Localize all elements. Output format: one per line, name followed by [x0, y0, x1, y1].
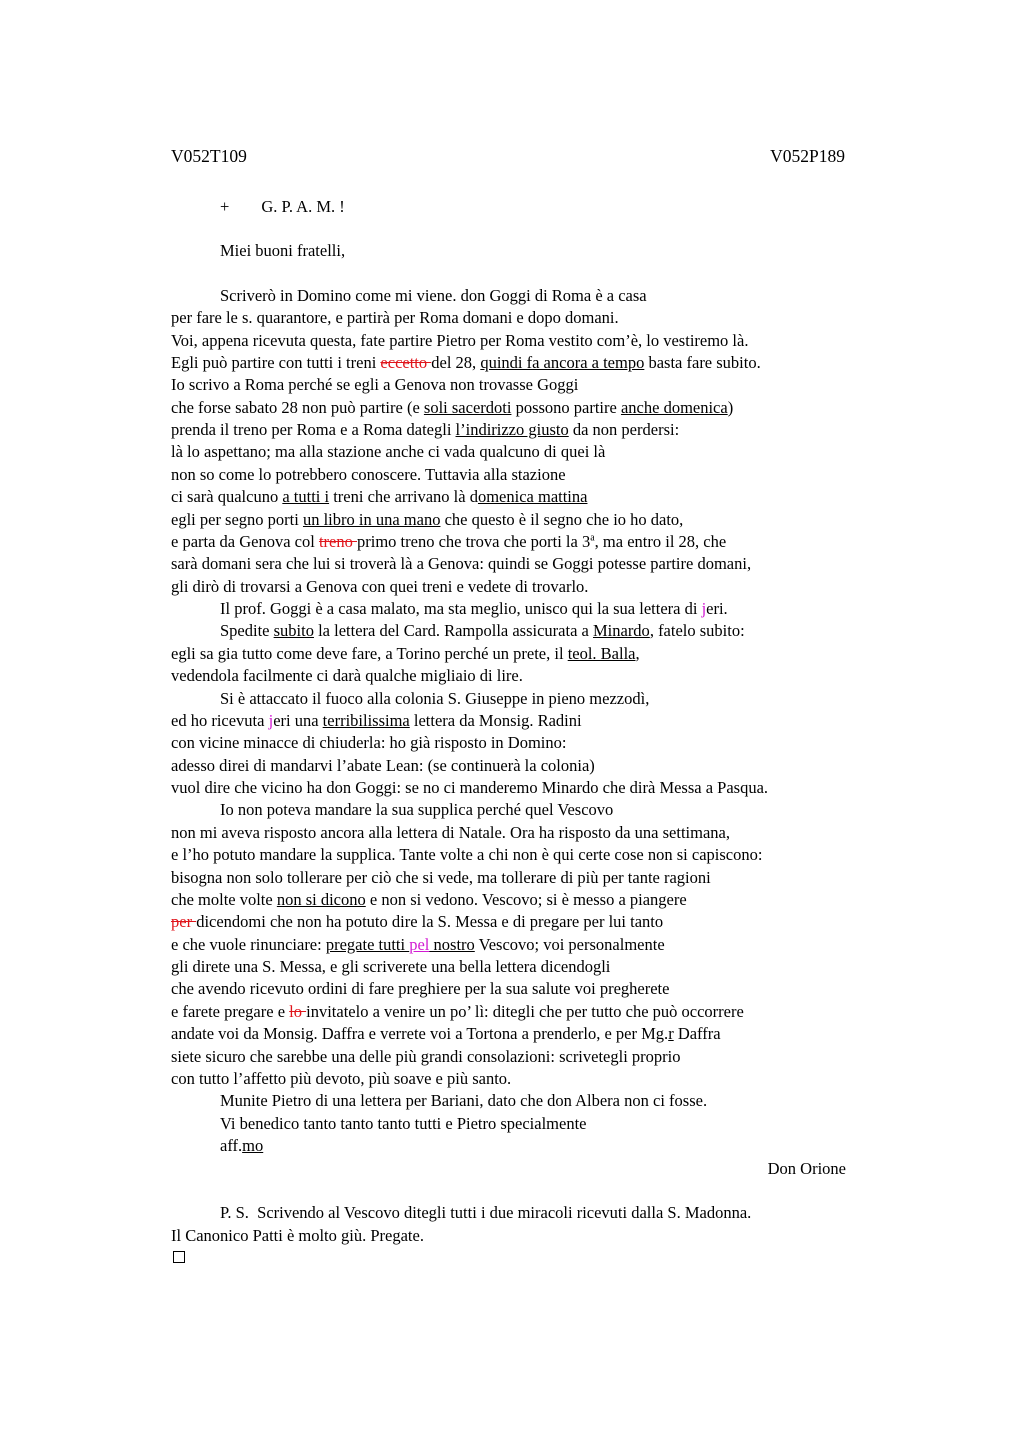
underlined-text: un libro in una mano — [302, 510, 441, 529]
underlined-text: quindi fa ancora a tempo — [480, 353, 645, 372]
text-line: per dicendomi che non ha potuto dire la S. Messa e di pregare per lui tanto — [171, 912, 664, 931]
text-line: che molte volte non si dicono e non si vedono. Vescovo; si è messo a piangere — [171, 890, 687, 909]
text-line: là lo aspettano; ma alla stazione anche ci vada qualcuno di quei là — [171, 442, 606, 461]
text-line: Io scrivo a Roma perché se egli a Genova non trovasse Goggi — [171, 375, 579, 394]
underlined-text: soli sacerdoti — [423, 398, 512, 417]
underlined-text: anche domenica — [620, 398, 728, 417]
text-line: Io non poteva mandare la sua supplica perché quel Vescovo — [220, 800, 614, 819]
text-line: bisogna non solo tollerare per ciò che si vede, ma tollerare di più per tante ragioni — [171, 868, 711, 887]
text-line: vuol dire che vicino ha don Goggi: se no ci manderemo Minardo che dirà Messa a Pasqua. — [171, 778, 769, 797]
underlined-text: non si dicono — [276, 890, 366, 909]
underlined-text: a tutti i — [282, 487, 330, 506]
underlined-text: pregate tutti — [325, 935, 410, 954]
text-line: gli dirò di trovarsi a Genova con quei treni e vedete di trovarlo. — [171, 577, 589, 596]
text-line: per fare le s. quarantore, e partirà per Roma domani e dopo domani. — [171, 308, 619, 327]
underlined-text: omenica mattina — [477, 487, 588, 506]
text-line: con vicine minacce di chiuderla: ho già risposto in Domino: — [171, 733, 567, 752]
text-line: gli direte una S. Messa, e gli scriverete una bella lettera dicendogli — [171, 957, 611, 976]
underlined-text: nostro — [429, 935, 475, 954]
text-line: Voi, appena ricevuta questa, fate partire Pietro per Roma vestito com’è, lo vestiremo là. — [171, 331, 749, 350]
text-line: con tutto l’affetto più devoto, più soave e più santo. — [171, 1069, 512, 1088]
correction-letter: j — [268, 711, 274, 730]
postscript-line: P. S. Scrivendo al Vescovo ditegli tutti i due miracoli ricevuti dalla S. Madonna. — [220, 1203, 752, 1222]
text-line: sarà domani sera che lui si troverà là a Genova: quindi se Goggi potesse partire domani, — [171, 554, 752, 573]
text-line: Scriverò in Domino come mi viene. don Goggi di Roma è a casa — [220, 286, 647, 305]
text-line: Vi benedico tanto tanto tanto tutti e Pietro specialmente — [220, 1114, 587, 1133]
end-marker-box — [173, 1251, 185, 1263]
closing: aff.mo — [220, 1136, 264, 1155]
underlined-text: subito — [273, 621, 314, 640]
text-line: Il prof. Goggi è a casa malato, ma sta meglio, unisco qui la sua lettera di jeri. — [220, 599, 728, 618]
correction-letter: j — [701, 599, 707, 618]
underlined-text: l’indirizzo giusto — [455, 420, 569, 439]
deleted-word: per — [171, 912, 197, 931]
text-line: non mi aveva risposto ancora alla lettera di Natale. Ora ha risposto da una settimana, — [171, 823, 730, 842]
text-line: e l’ho potuto mandare la supplica. Tante volte a chi non è qui certe cose non si capiscono: — [171, 845, 763, 864]
text-line: siete sicuro che sarebbe una delle più grandi consolazioni: scrivetegli proprio — [171, 1047, 681, 1066]
correction-word: pel — [409, 935, 430, 954]
text-line: vedendola facilmente ci darà qualche migliaio di lire. — [171, 666, 523, 685]
underlined-text: Minardo — [592, 621, 650, 640]
text-line: adesso direi di mandarvi l’abate Lean: (se continuerà la colonia) — [171, 756, 595, 775]
deleted-word: treno — [318, 532, 357, 551]
text-line: che avendo ricevuto ordini di fare preghiere per la sua salute voi pregherete — [171, 979, 670, 998]
text-line: egli per segno porti un libro in una mano che questo è il segno che io ho dato, — [171, 510, 684, 529]
motto: G. P. A. M. ! — [261, 197, 345, 216]
text-line: ed ho ricevuta jeri una terribilissima lettera da Monsig. Radini — [171, 711, 582, 730]
text-line: Munite Pietro di una lettera per Bariani, dato che don Albera non ci fosse. — [220, 1091, 708, 1110]
text-line: e che vuole rinunciare: pregate tutti pel nostro Vescovo; voi personalmente — [171, 935, 665, 954]
text-line: ci sarà qualcuno a tutti i treni che arrivano là domenica mattina — [171, 487, 588, 506]
text-line: Spedite subito la lettera del Card. Rampolla assicurata a Minardo, fatelo subito: — [220, 621, 745, 640]
text-line: prenda il treno per Roma e a Roma dategli l’indirizzo giusto da non perdersi: — [171, 420, 680, 439]
text-line: andate voi da Monsig. Daffra e verrete voi a Tortona a prenderlo, e per Mg.r Daffra — [171, 1024, 721, 1043]
underlined-text: terribilissima — [322, 711, 410, 730]
signature: Don Orione — [767, 1159, 846, 1178]
header-left-code: V052T109 — [171, 146, 247, 166]
text-line: che forse sabato 28 non può partire (e soli sacerdoti possono partire anche domenica) — [171, 398, 734, 417]
cross-symbol: + — [220, 197, 230, 216]
text-line: Si è attaccato il fuoco alla colonia S. Giuseppe in pieno mezzodì, — [220, 689, 650, 708]
salutation: Miei buoni fratelli, — [220, 241, 346, 260]
deleted-word: eccetto — [380, 353, 432, 372]
postscript-line: Il Canonico Patti è molto giù. Pregate. — [171, 1226, 424, 1245]
underlined-text: teol. Balla — [567, 644, 636, 663]
text-line: e farete pregare e lo invitatelo a venire un po’ lì: ditegli che per tutto che può occorrere — [171, 1002, 744, 1021]
deleted-word: lo — [289, 1002, 307, 1021]
motto-line — [220, 196, 345, 218]
text-line: e parta da Genova col treno primo treno che trova che porti la 3$^a$, ma entro il 28, che — [171, 532, 727, 551]
underlined-text: r — [668, 1024, 674, 1043]
text-line: non so come lo potrebbero conoscere. Tuttavia alla stazione — [171, 465, 566, 484]
header-right-code: V052P189 — [770, 146, 845, 166]
text-line: egli sa gia tutto come deve fare, a Torino perché un prete, il teol. Balla, — [171, 644, 640, 663]
text-line: Egli può partire con tutti i treni eccetto del 28, quindi fa ancora a tempo basta fare subito. — [171, 353, 761, 372]
